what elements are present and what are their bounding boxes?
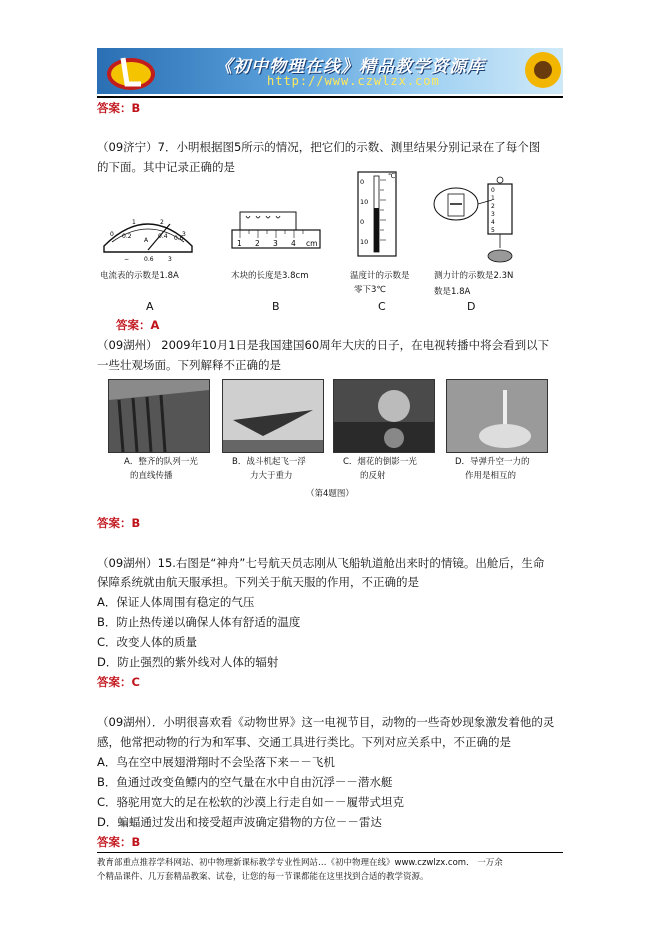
thermo-mark-1: 10 — [360, 198, 369, 206]
fig-c-letter: C — [378, 300, 386, 313]
photo-parade — [108, 379, 210, 453]
force-meter-figure — [428, 176, 528, 266]
fig-a-caption: 电流表的示数是1.8A — [100, 271, 179, 281]
header-banner — [97, 48, 563, 94]
force-mark-1: 1 — [491, 195, 495, 202]
ruler-tick-2: 3 — [273, 239, 278, 248]
q4-stem-line1: （09湖州）．小明很喜欢看《动物世界》这一电视节目，动物的一些奇妙现象激发着他的灵 — [97, 715, 555, 729]
ruler-figure — [228, 210, 324, 252]
fig-d-caption-2: 数是1.8A — [434, 287, 471, 297]
logo-icon — [101, 50, 161, 92]
q2-stem-line1: （09湖州） 2009年10月1日是我国建国60周年大庆的日子，在电视转播中将会看到以下 — [97, 338, 550, 352]
ammeter-term-0: − — [124, 256, 130, 262]
photo-fireworks — [333, 379, 435, 453]
thermo-unit: ℃ — [388, 172, 396, 180]
fig-d-letter: D — [467, 300, 476, 313]
fig-c-caption-2: 零下3℃ — [354, 285, 386, 295]
fig-d-caption-1: 测力计的示数是2.3N — [434, 271, 514, 281]
footer-line2: 个精品课件、几万套精品教案、试卷，让您的每一节课都能在这里找到合适的教学资源。 — [97, 872, 429, 882]
q1-stem-line1: （09济宁）7．小明根据图5所示的情况，把它们的示数、测里结果分别记录在了每个图 — [97, 140, 541, 154]
answer-q0: 答案：B — [97, 101, 141, 115]
q3-option-d: D．防止强烈的紫外线对人体的辐射 — [97, 655, 279, 669]
photo-a-caption-1: A．整齐的队列一光 — [124, 457, 198, 467]
photo-a-caption-2: 的直线传播 — [130, 471, 173, 481]
ammeter-term-1: 0.6 — [144, 256, 154, 262]
fig-a-letter: A — [146, 300, 154, 313]
answer-q2: 答案：B — [97, 516, 141, 530]
photo-fighter-jet — [222, 379, 324, 453]
q4-option-a: A．鸟在空中展翅滑翔时不会坠落下来－－飞机 — [97, 755, 335, 769]
answer-q4: 答案：B — [97, 835, 141, 849]
photo-d-caption-2: 作用是相互的 — [465, 471, 517, 481]
thermo-mark-3: 10 — [360, 238, 369, 246]
ammeter-small-3: 0.6 — [174, 235, 184, 242]
ammeter-tick-0: 0 — [110, 231, 114, 238]
q2-figure-label: （第4题图） — [306, 489, 354, 499]
footer-rule — [97, 852, 563, 853]
ruler-tick-0: 1 — [237, 239, 242, 248]
ruler-tick-3: 4 — [291, 239, 296, 248]
fig-c-caption-1: 温度计的示数是 — [350, 271, 410, 281]
q3-stem-line1: （09湖州）15.右图是“神舟”七号航天员志刚从飞船轨道舱出来时的情镜。出舱后，生命 — [97, 556, 545, 570]
ammeter-tick-3: 3 — [182, 231, 186, 238]
force-mark-3: 3 — [491, 211, 495, 218]
q1-stem-line2: 的下面。其中记录正确的是 — [97, 160, 235, 174]
force-mark-4: 4 — [491, 219, 495, 226]
photo-missile — [446, 379, 548, 453]
answer-q3: 答案：C — [97, 675, 140, 689]
q4-option-d: D．蝙蝠通过发出和接受超声波确定猎物的方位－－雷达 — [97, 815, 382, 829]
ruler-tick-1: 2 — [255, 239, 260, 248]
thermo-mark-2: 0 — [360, 218, 365, 226]
fig-b-letter: B — [272, 300, 280, 313]
ammeter-small-2: 0.4 — [158, 233, 168, 240]
sunflower-icon — [517, 48, 563, 94]
header-rule — [97, 96, 563, 98]
photo-c-caption-2: 的反射 — [360, 471, 386, 481]
photo-b-caption-2: 力大于重力 — [250, 471, 293, 481]
footer-line1: 教育部重点推荐学科网站、初中物理新课标教学专业性网站…《初中物理在线》www.czwlzx.com． 一万余 — [97, 858, 503, 868]
fig-b-caption: 木块的长度是3.8cm — [231, 271, 309, 281]
answer-q1: 答案：A — [116, 318, 160, 332]
ammeter-tick-1: 1 — [132, 219, 136, 226]
ammeter-small-1: A — [144, 237, 149, 244]
q3-option-b: B．防止热传递以确保人体有舒适的温度 — [97, 615, 301, 629]
q3-option-c: C．改变人体的质量 — [97, 635, 198, 649]
q4-option-b: B．鱼通过改变鱼鳔内的空气量在水中自由沉浮－－潜水艇 — [97, 775, 393, 789]
banner-title: 《初中物理在线》精品教学资源库 — [215, 57, 485, 77]
ammeter-small-0: 0.2 — [122, 233, 132, 240]
ammeter-term-2: 3 — [168, 256, 172, 262]
thermo-mark-0: 0 — [360, 178, 365, 186]
q4-stem-line2: 感，他常把动物的行为和军事、交通工具进行类比。下列对应关系中，不正确的是 — [97, 735, 511, 749]
ruler-unit: cm — [306, 239, 318, 248]
photo-d-caption-1: D．导弹升空一力的 — [455, 457, 530, 467]
photo-c-caption-1: C．烟花的倒影一光 — [343, 457, 417, 467]
q3-option-a: A．保证人体周围有稳定的气压 — [97, 595, 255, 609]
force-mark-2: 2 — [491, 203, 495, 210]
force-mark-5: 5 — [491, 227, 495, 234]
ammeter-tick-2: 2 — [160, 219, 164, 226]
q3-stem-line2: 保障系统就由航天服承担。下列关于航天服的作用，不正确的是 — [97, 575, 419, 589]
ammeter-figure — [100, 208, 196, 262]
q2-stem-line2: 一些壮观场面。下列解释不正确的是 — [97, 358, 281, 372]
banner-url: http://www.czwlzx.com — [267, 74, 440, 88]
force-mark-0: 0 — [491, 187, 495, 194]
thermometer-figure — [350, 170, 400, 260]
q4-option-c: C．骆驼用宽大的足在松软的沙漠上行走自如－－履带式坦克 — [97, 795, 405, 809]
photo-b-caption-1: B．战斗机起飞一浮 — [232, 457, 306, 467]
